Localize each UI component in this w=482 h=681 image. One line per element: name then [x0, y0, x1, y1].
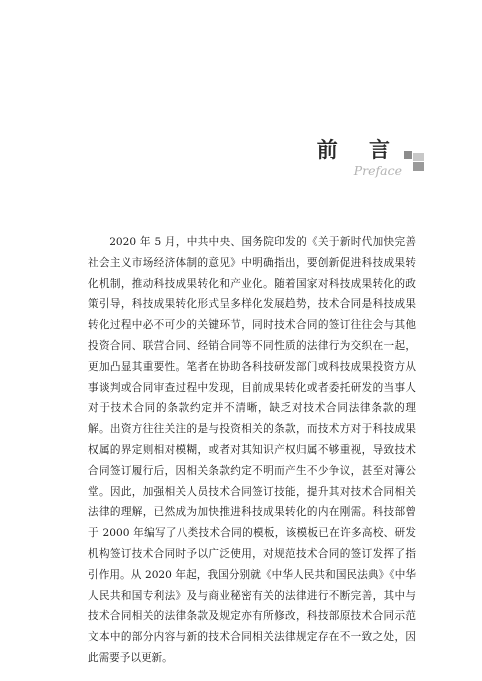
preface-heading [0, 138, 482, 188]
square-light [413, 153, 424, 161]
page-title: 前 言 [316, 138, 402, 162]
preface-paragraph: 2020 年 5 月，中共中央、国务院印发的《关于新时代加快完善社会主义市场经济体制的意见》中明确指出，要创新促进科技成果转化机制，推动科技成果转化和产业化。随着国家对科技成果转化的政策引导，科技成果转化形式呈多样化发展趋势，技术合同是科技成果转化过程中必不可少的关键环节，同时技术合同的签订往往会与其他投资合同、联营合同、经销合同等不同性质的法律行为交织在一起，更加凸显其重要性。笔者在协助各科技研发部门或科技成果投资方从事谈判或合同审查过程中发现，目前成果转化或者委托研发的当事人对于技术合同的条款约定并不清晰，缺乏对技术合同法律条款的理解。出资方往往关注的是与投资相关的条款，而技术方对于科技成果权属的界定则相对模糊，或者对其知识产权归属不够重视，导致技术合同签订履行后，因相关条款约定不明而产生不少争议，甚至对簿公堂。因此，加强相关人员技术合同签订技能，提升其对技术合同相关法律的理解，已然成为加快推进科技成果转化的内在刚需。科技部曾于 2000 年编写了八类技术合同的模板，该模板已在许多高校、研发机构签订技术合同时予以广泛使用，对规范技术合同的签订发挥了指引作用。从 2020 年起，我国分别就《中华人民共和国民法典》《中华人民共和国专利法》及与商业秘密有关的法律进行不断完善，其中与技术合同相关的法律条款及规定亦有所修改，科技部原技术合同示范文本中的部分内容与新的技术合同相关法律规定存在不一致之处，因此需要予以更新。 [88, 236, 416, 664]
decorative-squares-icon [404, 151, 424, 171]
square-medium [413, 162, 424, 171]
square-dark [404, 151, 412, 159]
page-subtitle: Preface [353, 163, 402, 178]
